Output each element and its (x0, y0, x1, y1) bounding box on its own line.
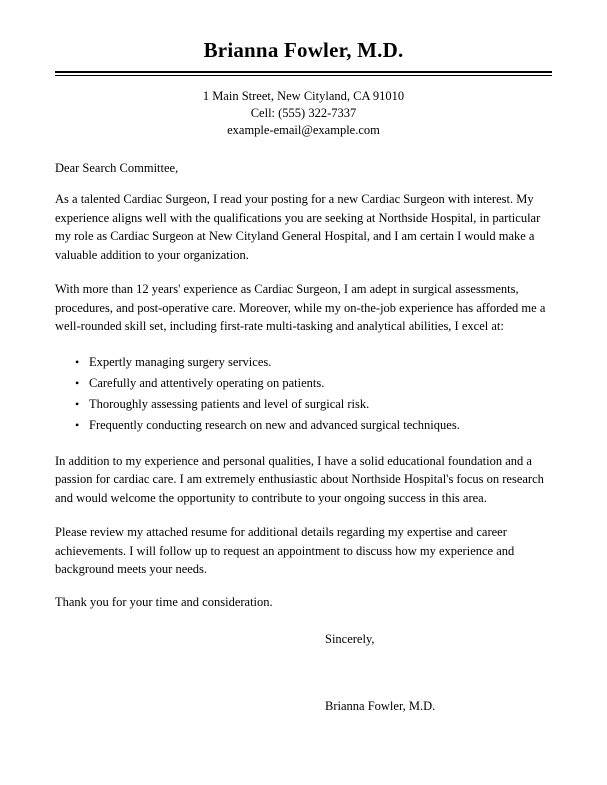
list-item: • Thoroughly assessing patients and level of surgical risk. (89, 394, 552, 415)
divider-thin (55, 75, 552, 76)
contact-phone: Cell: (555) 322-7337 (250, 106, 357, 120)
body-paragraph-3: In addition to my experience and personal qualities, I have a solid educational foundation and a passion for cardiac care. I am extremely enthusiastic about Northside Hospital's focus on research and would welcome the opportunity to contribute to your ongoing success in this area. (55, 453, 544, 505)
page-title: Brianna Fowler, M.D. (203, 38, 404, 62)
list-item: • Expertly managing surgery services. (89, 352, 552, 373)
contact-address: 1 Main Street, New Cityland, CA 91010 (202, 89, 405, 103)
contact-block (55, 88, 552, 139)
thanks-line: Thank you for your time and consideration. (55, 594, 273, 609)
divider-thick (55, 71, 552, 73)
closing-line: Sincerely, (325, 631, 375, 646)
list-item: • Carefully and attentively operating on patients. (89, 373, 552, 394)
body-paragraph-4: Please review my attached resume for additional details regarding my expertise and career achievements. I will follow up to request an appointment to discuss how my experience and background meets your needs. (55, 525, 515, 576)
list-item: • Frequently conducting research on new and advanced surgical techniques. (89, 415, 552, 436)
contact-email: example-email@example.com (227, 123, 380, 137)
body-paragraph-1: As a talented Cardiac Surgeon, I read your posting for a new Cardiac Surgeon with interest. My experience aligns well with the qualifications you are seeking at Northside Hospital, in particular my role as Cardiac Surgeon at New Cityland General Hospital, and I am certain I would make a valuable addition to your organization. (55, 192, 541, 262)
body-paragraph-2: With more than 12 years' experience as Cardiac Surgeon, I am adept in surgical assessments, procedures, and post-operative care. Moreover, while my on-the-job experience has afforded me a well-rounded skill set, including first-rate multi-tasking and analytical abilities, I excel at: (55, 282, 546, 333)
signature-line: Brianna Fowler, M.D. (325, 698, 436, 713)
salutation: Dear Search Committee, (55, 161, 179, 175)
qualification-list (55, 352, 552, 436)
